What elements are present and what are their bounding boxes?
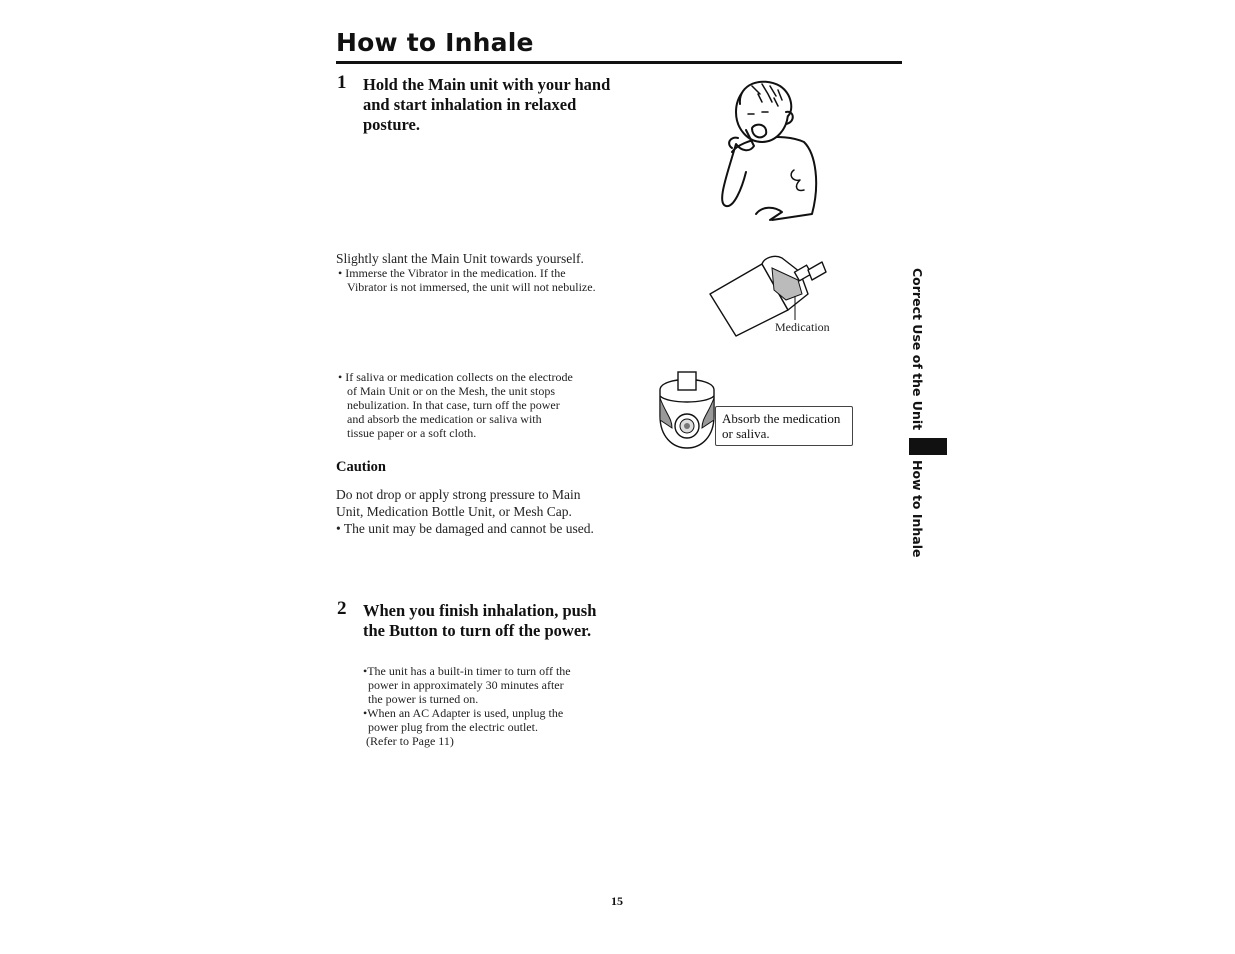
saliva-line-5: tissue paper or a soft cloth.: [347, 426, 477, 440]
step-1-text: Hold the Main unit with your hand and start inhalation in relaxed posture.: [363, 75, 611, 134]
caution-line-1: Do not drop or apply strong pressure to Main: [336, 487, 581, 502]
side-tab-section: [910, 268, 930, 436]
callout-line-2: or saliva.: [722, 426, 770, 441]
step-2-note-1: •The unit has a built-in timer to turn off the: [363, 664, 571, 678]
side-tab-current-label: How to Inhale: [910, 460, 925, 558]
title-underline: [336, 61, 902, 64]
step-1-number: 1: [337, 72, 347, 93]
side-tab-marker: [909, 438, 947, 455]
slant-bullet-line-1: • Immerse the Vibrator in the medication. If the: [338, 266, 566, 280]
step-2-number: 2: [337, 598, 347, 619]
medication-label: Medication: [775, 320, 830, 334]
step-2-note-2: power in approximately 30 minutes after: [368, 678, 564, 692]
callout-line-1: Absorb the medication: [722, 411, 841, 426]
page-title: How to Inhale: [336, 28, 534, 57]
saliva-line-2: of Main Unit or on the Mesh, the unit stops: [347, 384, 555, 398]
caution-heading: Caution: [336, 459, 386, 475]
step-2-note-5: power plug from the electric outlet.: [368, 720, 538, 734]
caution-line-2: Unit, Medication Bottle Unit, or Mesh Cap.: [336, 504, 572, 519]
step-2-note-4: •When an AC Adapter is used, unplug the: [363, 706, 564, 720]
side-tab-section-label: Correct Use of the Unit: [910, 268, 925, 431]
step-2-note-6: (Refer to Page 11): [366, 734, 454, 748]
slant-instruction: Slightly slant the Main Unit towards yourself.: [336, 251, 584, 266]
step-2-text: When you finish inhalation, push the Button to turn off the power.: [363, 601, 597, 640]
absorb-callout: [715, 406, 853, 446]
child-inhaling-illustration: [712, 74, 824, 224]
electrode-illustration: [656, 370, 718, 452]
page-number: 15: [611, 894, 623, 908]
side-tab-current: [910, 460, 930, 570]
saliva-line-1: • If saliva or medication collects on the electrode: [338, 370, 573, 384]
caution-line-3: • The unit may be damaged and cannot be used.: [336, 521, 594, 536]
slant-bullet-line-2: Vibrator is not immersed, the unit will not nebulize.: [347, 280, 596, 294]
saliva-line-4: and absorb the medication or saliva with: [347, 412, 542, 426]
saliva-line-3: nebulization. In that case, turn off the power: [347, 398, 560, 412]
step-2-note-3: the power is turned on.: [368, 692, 479, 706]
